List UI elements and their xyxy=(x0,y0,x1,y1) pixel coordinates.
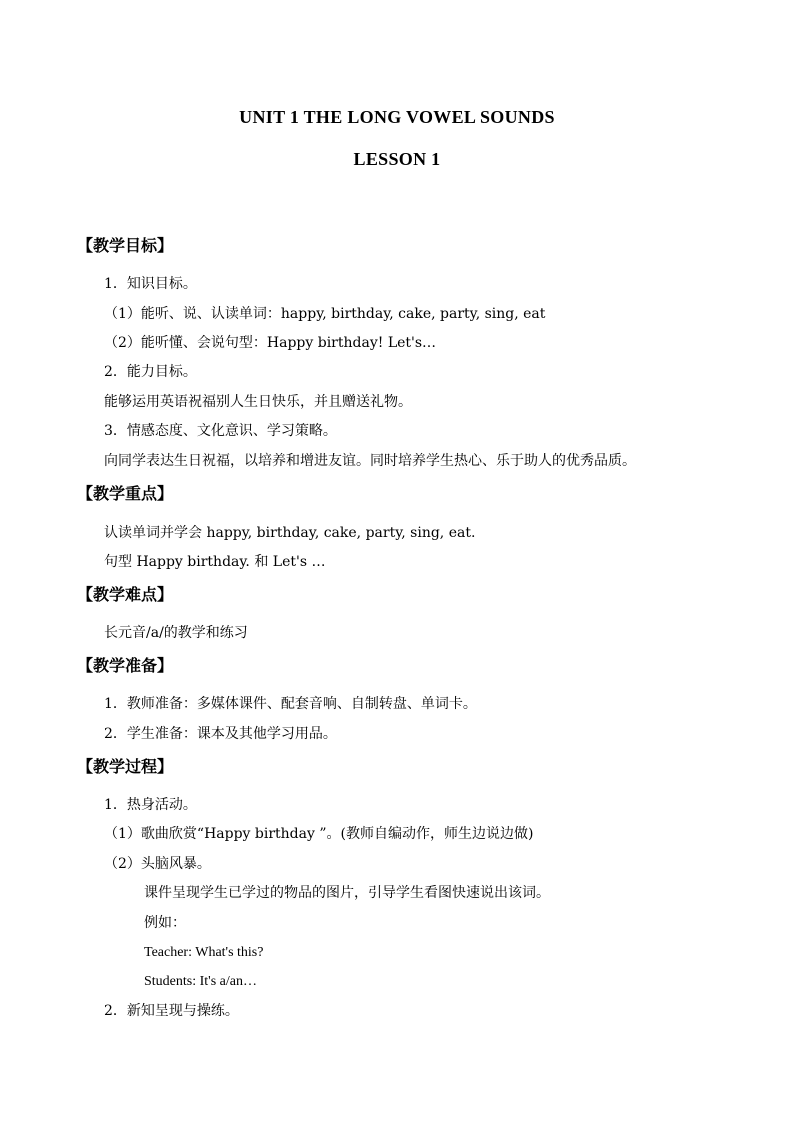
objective-line: （1）能听、说、认读单词：happy, birthday, cake, party, sing, eat xyxy=(104,306,546,322)
section-heading-objectives: 【教学目标】 xyxy=(77,236,174,255)
section-heading-process: 【教学过程】 xyxy=(77,757,174,776)
objective-line: 2．能力目标。 xyxy=(104,364,197,380)
objective-line: 向同学表达生日祝福，以培养和增进友谊。同时培养学生热心、乐于助人的优秀品质。 xyxy=(104,453,636,469)
key-point-line: 句型 Happy birthday. 和 Let's … xyxy=(104,554,326,570)
section-heading-difficulties: 【教学难点】 xyxy=(77,585,174,604)
objective-line: 3．情感态度、文化意识、学习策略。 xyxy=(104,423,337,439)
process-line: 1．热身活动。 xyxy=(104,797,197,813)
key-point-line: 认读单词并学会 happy, birthday, cake, party, sing, eat. xyxy=(104,525,476,541)
lesson-title: LESSON 1 xyxy=(353,149,441,169)
preparation-line: 2．学生准备：课本及其他学习用品。 xyxy=(104,726,337,742)
process-line: Students: It's a/an… xyxy=(144,974,257,989)
objective-line: 能够运用英语祝福别人生日快乐，并且赠送礼物。 xyxy=(104,394,412,410)
section-heading-preparation: 【教学准备】 xyxy=(77,656,174,675)
process-line: （2）头脑风暴。 xyxy=(104,856,211,872)
objective-line: 1．知识目标。 xyxy=(104,276,197,292)
section-heading-key-points: 【教学重点】 xyxy=(77,484,174,503)
document-title: UNIT 1 THE LONG VOWEL SOUNDS xyxy=(239,107,555,127)
process-line: 课件呈现学生已学过的物品的图片，引导学生看图快速说出该词。 xyxy=(144,885,550,901)
difficulty-line: 长元音/a/的教学和练习 xyxy=(104,625,248,641)
preparation-line: 1．教师准备：多媒体课件、配套音响、自制转盘、单词卡。 xyxy=(104,696,477,712)
process-line: 例如： xyxy=(144,915,186,931)
objective-line: （2）能听懂、会说句型：Happy birthday! Let's… xyxy=(104,335,437,351)
process-line: （1）歌曲欣赏“Happy birthday ”。(教师自编动作，师生边说边做) xyxy=(104,826,534,842)
process-line: Teacher: What's this? xyxy=(144,945,264,960)
process-line: 2．新知呈现与操练。 xyxy=(104,1003,239,1019)
